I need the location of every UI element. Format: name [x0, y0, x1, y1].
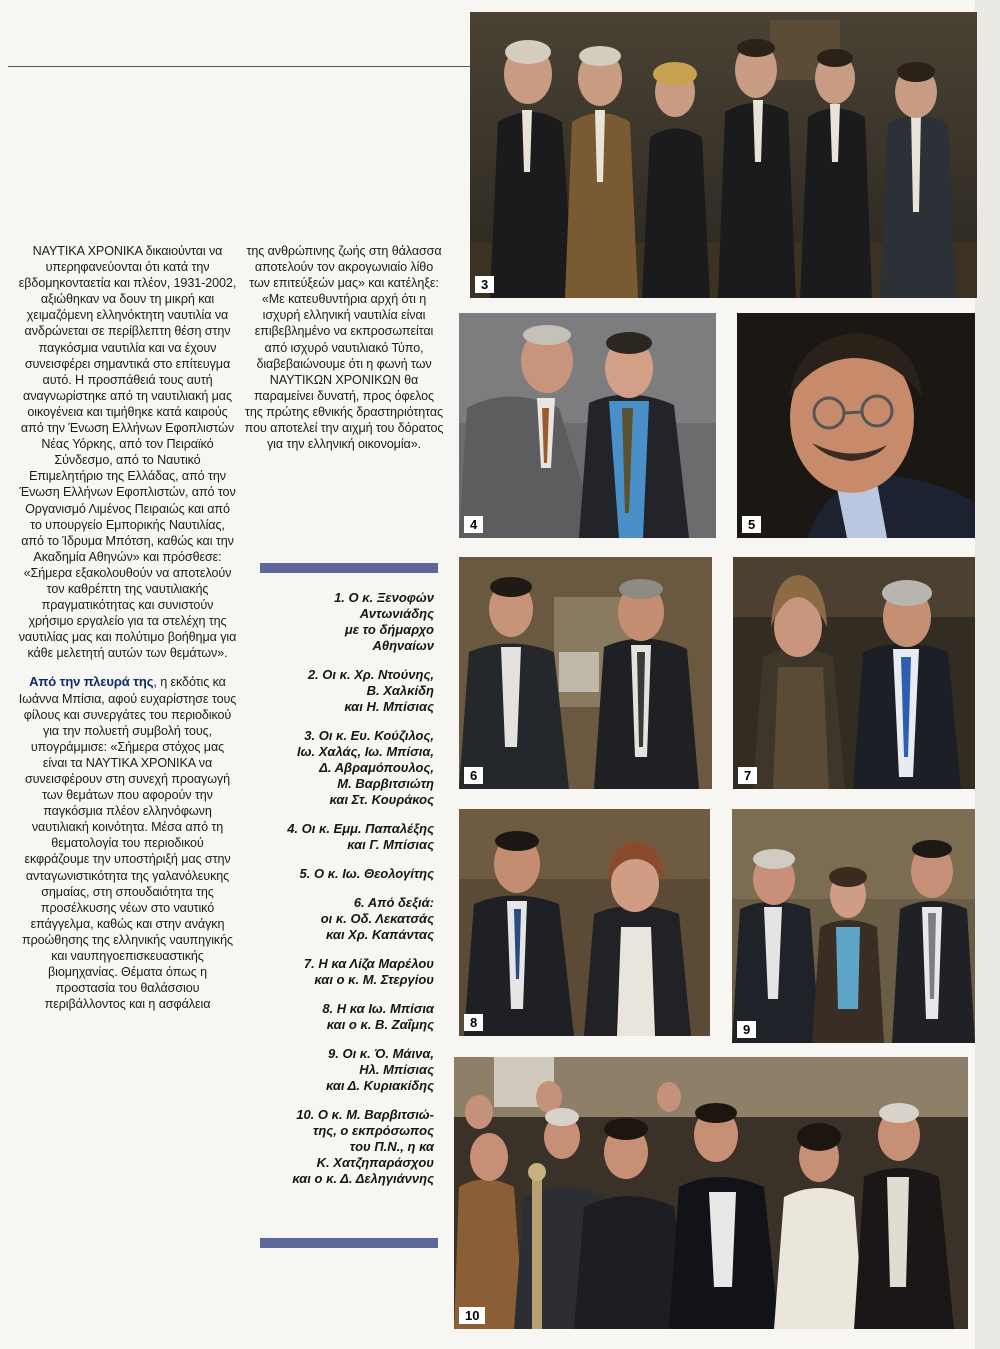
caption-4: 4. Οι κ. Εμμ. Παπαλέξης και Γ. Μπίσιας [287, 821, 434, 852]
article-column-2 [244, 243, 444, 452]
paragraph-body: , η εκδότις κα Ιωάννα Μπίσια, αφού ευχαρίστησε τους φίλους και συνεργάτες του περιοδικού για την πολυετή συμβολή τους, υπογράμμισε: «Σήμερα στόχος μας είναι τα ΝΑΥΤΙΚΑ ΧΡΟΝΙΚΑ να συνεισφέρουν στη συνεχή προαγωγή των θεμάτων που αφορούν την παγκόσμια πλέον ελληνόφωνη ναυτιλιακή κοινότητα. Μέσα από τη θεματολογία του περιοδικού εκφράζουμε την υποστήριξή μας στην ανταγωνιστικότητα της γαλανόλευκης σημαίας, στη σπουδαιότητα της προσέλκυσης νέων στο ναυτικό επάγγελμα, καθώς και στην ανάγκη προώθησης της ελληνικής ναυπηγικής και ναυπηγοεπισκευαστικής βιομηχανίας. Θέματα όπως η προστασία του θαλάσσιου περιβάλλοντος και η ασφάλεια [18, 675, 237, 1012]
photo-6 [459, 557, 712, 789]
header-rule [8, 66, 470, 67]
article-column-1 [18, 243, 237, 1012]
photo-4 [459, 313, 716, 538]
photo-10-image [454, 1057, 968, 1329]
photo-captions [252, 590, 434, 1200]
caption-9: 9. Οι κ. Ό. Μάινα, Ηλ. Μπίσιας και Δ. Κυριακίδης [326, 1046, 434, 1093]
photo-number: 4 [464, 516, 483, 533]
caption-1: 1. Ο κ. Ξενοφών Αντωνιάδης με το δήμαρχο Αθηναίων [334, 590, 434, 653]
article-paragraph [18, 674, 237, 1012]
article-quote: «Με κατευθυντήρια αρχή ότι η ισχυρή ελληνική ναυτιλία είναι επιβεβλημένο να εκπροσωπείται από ισχυρό ναυτιλιακό Τύπο, διαβεβαιώνουμε ότι η φωνή των ΝΑΥΤΙΚΩΝ ΧΡΟΝΙΚΩΝ θα παραμείνει δυνατή, προς όφελος της πρώτης εθνικής δραστηριότητας που αποτελεί την αιχμή του δόρατος για την ελληνική οικονομία». [244, 292, 444, 452]
paragraph-lead-in: Από την πλευρά της [29, 674, 154, 690]
caption-10: 10. Ο κ. Μ. Βαρβιτσιώ- της, ο εκπρόσωπος του Π.Ν., η κα Κ. Χατζηπαράσχου και ο κ. Δ. Δεληγιάννης [292, 1107, 434, 1186]
photo-number: 10 [459, 1307, 485, 1324]
photo-7 [733, 557, 975, 789]
photo-8 [459, 809, 710, 1036]
photo-9-image [732, 809, 975, 1043]
photo-number: 5 [742, 516, 761, 533]
article-quote: «Σήμερα εξακολουθούν να αποτελούν τον καθρέπτη της ναυτιλιακής πραγματικότητας και συνιστούν χρήσιμο εργαλείο για τα στελέχη της ναυτιλίας μας και πολύτιμο βοήθημα για κάθε μελετητή αυτών των θεμάτων». [18, 565, 237, 661]
caption-8: 8. Η κα Ιω. Μπίσια και ο κ. Β. Ζαΐμης [322, 1001, 434, 1032]
photo-5 [737, 313, 975, 538]
photo-7-image [733, 557, 975, 789]
caption-divider-bottom [260, 1238, 438, 1248]
caption-6: 6. Από δεξιά: οι κ. Οδ. Λεκατσάς και Χρ. Καπάντας [320, 895, 434, 942]
photo-6-image [459, 557, 712, 789]
article-paragraph: της ανθρώπινης ζωής στη θάλασσα αποτελούν τον ακρογωνιαίο λίθο των επιτεύξεών μας» και κατέληξε: [246, 244, 442, 291]
photo-8-image [459, 809, 710, 1036]
photo-3-image [470, 12, 977, 298]
article-paragraph: ΝΑΥΤΙΚΑ ΧΡΟΝΙΚΑ δικαιούνται να υπερηφανεύονται ότι κατά την εβδομηκονταετία και πλέον, 1931-2002, αξιώθηκαν να δουν τη μικρή και χειμαζόμενη ελληνόκτητη ναυτιλία να ανδρώνεται σε περίβλεπτη θέση στην παγκόσμια ναυτιλία και να έχουν συνεισφέρει σημαντικά στο επίτευγμα αυτό. Η προσπάθειά τους αυτή αναγνωρίστηκε από τη ναυτιλιακή μας οικογένεια και τιμήθηκε κατά καιρούς από την Ένωση Ελλήνων Εφοπλιστών Νέας Υόρκης, από τον Πειραϊκό Σύνδεσμο, από το Ναυτικό Επιμελητήριο της Ελλάδας, από την Ένωση Ελλήνων Εφοπλιστών, από τον Οργανισμό Λιμένος Πειραιώς και από το υπουργείο Εμπορικής Ναυτιλίας, από το Ίδρυμα Μπότση, καθώς και την Ακαδημία Αθηνών» και πρόσθεσε: [18, 244, 237, 564]
photo-4-image [459, 313, 716, 538]
photo-number: 8 [464, 1014, 483, 1031]
photo-number: 6 [464, 767, 483, 784]
caption-3: 3. Οι κ. Ευ. Κούζιλος, Ιω. Χαλάς, Ιω. Μπίσια, Δ. Αβραμόπουλος, Μ. Βαρβιτσιώτη και Στ. Κουράκος [297, 728, 434, 807]
photo-number: 9 [737, 1021, 756, 1038]
photo-5-image [737, 313, 975, 538]
photo-number: 3 [475, 276, 494, 293]
caption-2: 2. Οι κ. Χρ. Ντούνης, Β. Χαλκίδη και Η. Μπίσιας [307, 667, 434, 714]
caption-5: 5. Ο κ. Ιω. Θεολογίτης [299, 866, 434, 881]
photo-3 [470, 12, 977, 298]
caption-divider-top [260, 563, 438, 573]
photo-9 [732, 809, 975, 1043]
page-edge-strip [975, 0, 1000, 1349]
photo-10 [454, 1057, 968, 1329]
caption-7: 7. Η κα Λίζα Μαρέλου και ο κ. Μ. Στεργίου [303, 956, 434, 987]
photo-number: 7 [738, 767, 757, 784]
